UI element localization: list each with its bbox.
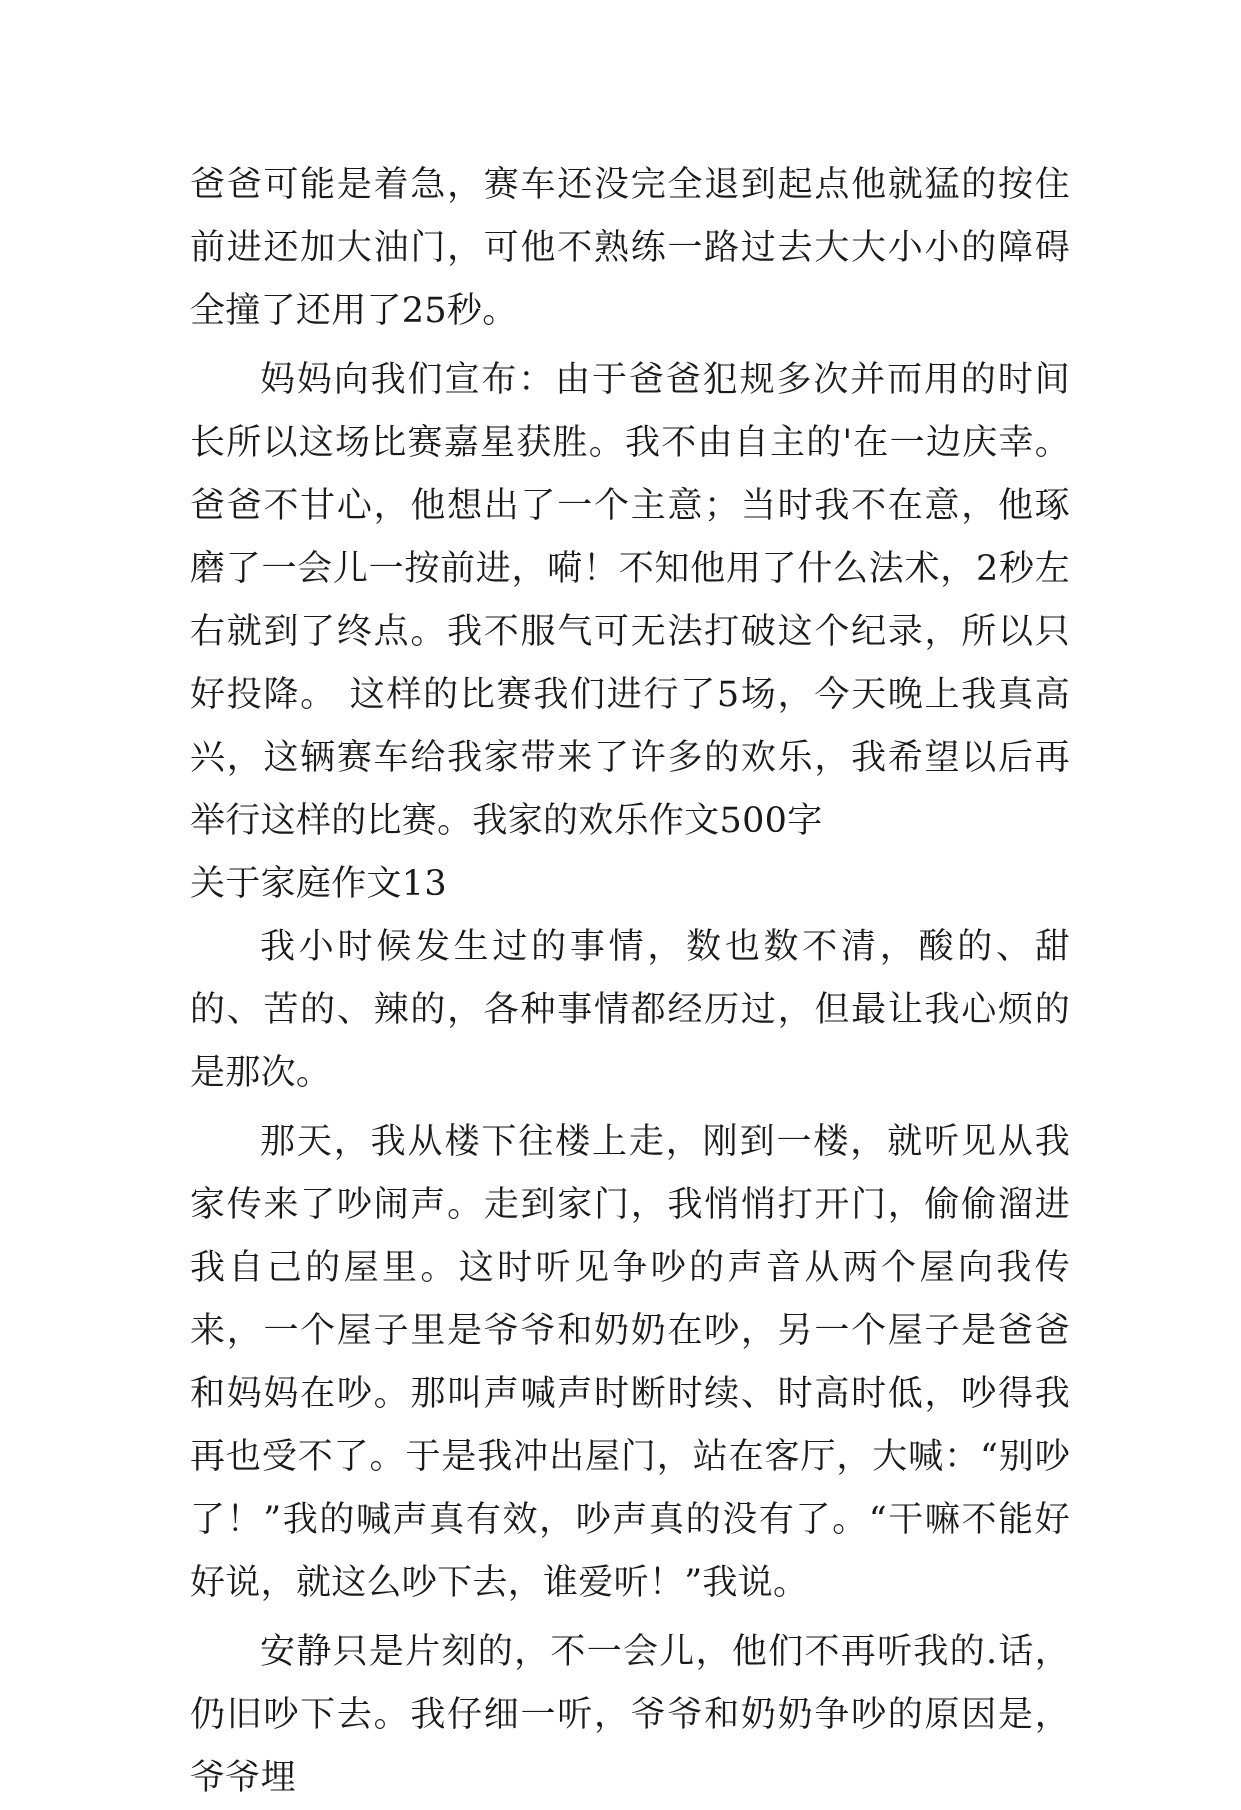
document-body (190, 154, 1070, 1810)
section-paragraph-1: 我小时候发生过的事情，数也数不清，酸的、甜的、苦的、辣的，各种事情都经历过，但最让我心烦的是那次。 (190, 927, 1070, 1093)
paragraph-1: 爸爸可能是着急，赛车还没完全退到起点他就猛的按住前进还加大油门，可他不熟练一路过去大大小小的障碍全撞了还用了25秒。 (190, 165, 1070, 331)
paragraph-2: 妈妈向我们宣布：由于爸爸犯规多次并而用的时间长所以这场比赛嘉星获胜。我不由自主的'在一边庆幸。爸爸不甘心，他想出了一个主意；当时我不在意，他琢磨了一会儿一按前进，嗬！不知他用了什么法术，2秒左右就到了终点。我不服气可无法打破这个纪录，所以只好投降。 这样的比赛我们进行了5场，今天晚上我真高兴，这辆赛车给我家带来了许多的欢乐，我希望以后再举行这样的比赛。我家的欢乐作文500字 (190, 360, 1070, 841)
section-title: 关于家庭作文13 (190, 864, 447, 904)
section-paragraph-2: 那天，我从楼下往楼上走，刚到一楼，就听见从我家传来了吵闹声。走到家门，我悄悄打开门，偷偷溜进我自己的屋里。这时听见争吵的声音从两个屋向我传来，一个屋子里是爷爷和奶奶在吵，另一个屋子是爸爸和妈妈在吵。那叫声喊声时断时续、时高时低，吵得我再也受不了。于是我冲出屋门，站在客厅，大喊：“别吵了！”我的喊声真有效，吵声真的没有了。“干嘛不能好好说，就这么吵下去，谁爱听！”我说。 (190, 1122, 1070, 1603)
section-paragraph-3: 安静只是片刻的，不一会儿，他们不再听我的.话，仍旧吵下去。我仔细一听，爷爷和奶奶争吵的原因是，爷爷埋 (190, 1632, 1070, 1798)
